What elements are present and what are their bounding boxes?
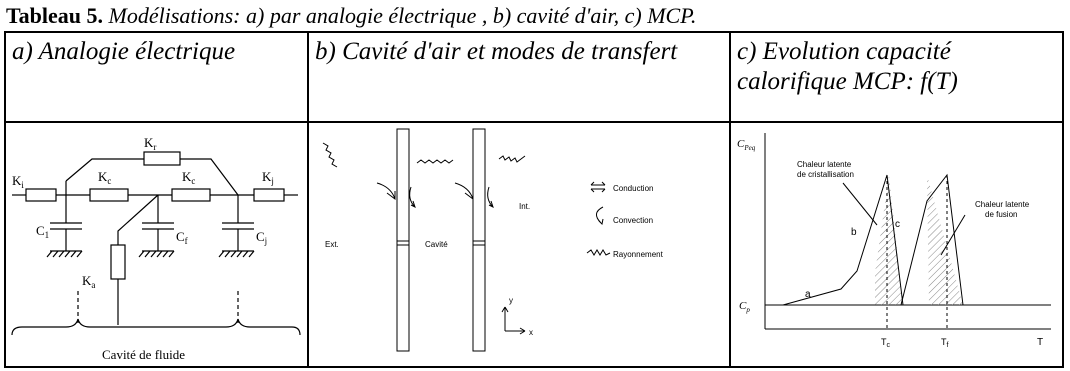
axis-y-label: y <box>509 296 513 305</box>
label-cristal-2: de cristallisation <box>797 170 854 179</box>
figure-a-cell <box>5 122 308 367</box>
label-cpeq: $C_{Peq}$ <box>737 138 756 152</box>
wall-right <box>473 129 485 351</box>
label-t-axis: T <box>1037 337 1044 348</box>
resistor-ka <box>111 245 125 279</box>
label-cristal-1: Chaleur latente <box>797 160 852 169</box>
conduction-arrow <box>473 241 485 245</box>
label-segment-c: c <box>895 219 900 230</box>
figure-row <box>5 122 1063 367</box>
label-fusion-2: de fusion <box>985 210 1018 219</box>
caption-text: Modélisations: a) par analogie électrique , b) cavité d'air, c) MCP. <box>108 3 697 28</box>
legend-convection: Convection <box>613 216 654 225</box>
label-tc: $T_c$ <box>881 337 890 349</box>
label-ki: $K_i$ <box>12 173 24 190</box>
radiation-arrow <box>323 143 337 167</box>
electrical-circuit-diagram <box>6 123 307 366</box>
label-tf: $T_f$ <box>941 337 949 349</box>
annotation-arrow <box>843 183 877 225</box>
label-cf: $C_f$ <box>176 229 188 246</box>
convection-arrow <box>377 183 395 199</box>
figure-b-cell <box>308 122 730 367</box>
convection-arrow <box>410 187 415 207</box>
label-kc2: $K_c$ <box>182 169 196 186</box>
label-int: Int. <box>519 202 531 211</box>
conduction-legend-icon <box>591 182 605 192</box>
wall-left <box>397 129 409 351</box>
label-cp: $C_p$ <box>739 300 750 314</box>
label-ka: $K_a$ <box>82 273 96 290</box>
cavity-brace <box>12 319 300 335</box>
convection-legend-icon <box>596 207 603 224</box>
resistor-ki <box>26 189 56 201</box>
conduction-arrow <box>397 241 409 245</box>
label-cavite-fluide: Cavité de fluide <box>102 347 186 362</box>
label-fusion-1: Chaleur latente <box>975 200 1030 209</box>
label-ext: Ext. <box>325 240 339 249</box>
label-kr: $K_r$ <box>144 135 157 152</box>
legend-conduction: Conduction <box>613 184 654 193</box>
convection-arrow <box>488 187 493 207</box>
label-cavite: Cavité <box>425 240 448 249</box>
caption-label: Tableau 5. <box>6 3 104 28</box>
heading-analogie: a) Analogie électrique <box>5 32 308 122</box>
label-kc1: $K_c$ <box>98 169 112 186</box>
label-kj: $K_j$ <box>262 169 274 186</box>
heading-cavite: b) Cavité d'air et modes de transfert <box>308 32 730 122</box>
mcp-capacity-graph <box>731 123 1062 366</box>
air-cavity-diagram <box>309 123 729 366</box>
radiation-legend-icon <box>587 250 610 255</box>
label-segment-a: a <box>805 289 811 300</box>
convection-arrow <box>455 183 473 199</box>
axes-icon <box>502 307 525 334</box>
resistor-kj <box>254 189 284 201</box>
radiation-arrow <box>417 160 453 163</box>
figure-table <box>4 31 1064 368</box>
heading-mcp: c) Evolution capacité calorifique MCP: f(T) <box>730 32 1063 122</box>
table-caption <box>6 3 696 29</box>
label-segment-b: b <box>851 227 857 238</box>
header-row <box>5 32 1063 122</box>
capacitor-c1 <box>47 195 82 257</box>
capacitor-cf <box>139 195 174 257</box>
capacitor-cj <box>219 195 254 257</box>
resistor-kc1 <box>90 189 128 201</box>
radiation-arrow <box>499 156 525 162</box>
label-c1: $C_1$ <box>36 223 50 240</box>
resistor-kr <box>144 152 180 165</box>
figure-c-cell <box>730 122 1063 367</box>
axis-x-label: x <box>529 328 533 337</box>
legend-rayonnement: Rayonnement <box>613 250 663 259</box>
label-cj: $C_j$ <box>256 229 268 246</box>
resistor-kc2 <box>172 189 210 201</box>
wire <box>118 195 158 245</box>
